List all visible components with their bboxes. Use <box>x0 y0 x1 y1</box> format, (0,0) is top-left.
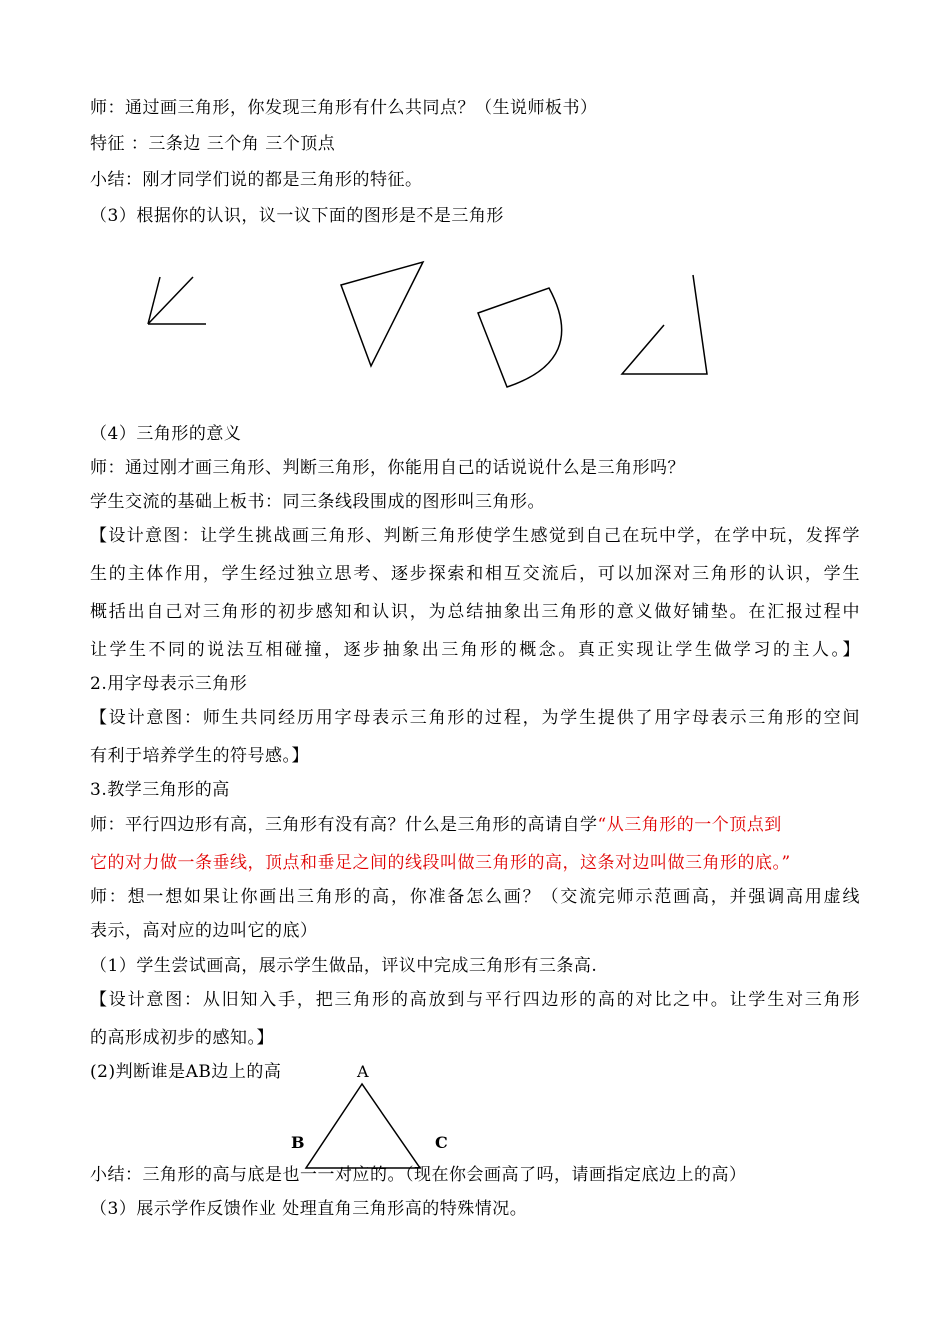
sector-figure <box>478 288 562 387</box>
section-heading: 3.教学三角形的高 <box>90 780 230 800</box>
design-intent-line: 【设计意图：从旧知入手，把三角形的高放到与平行四边形的高的对比之中。让学生对三角形 <box>90 990 860 1010</box>
text-line: (2)判断谁是AB边上的高 <box>90 1062 282 1082</box>
text-line: 师：通过刚才画三角形、判断三角形，你能用自己的话说说什么是三角形吗？ <box>90 458 685 478</box>
design-intent-line: 概括出自己对三角形的初步感知和认识，为总结抽象出三角形的意义做好铺垫。在汇报过程中 <box>90 602 860 622</box>
text-line: （3）展示学作反馈作业 处理直角三角形高的特殊情况。 <box>90 1199 528 1219</box>
text-segment: 师：平行四边形有高，三角形有没有高？什么是三角形的高请自学 <box>90 815 598 835</box>
text-line: 学生交流的基础上板书：同三条线段围成的图形叫三角形。 <box>90 492 545 512</box>
text-line: （4）三角形的意义 <box>90 424 242 444</box>
text-line: 表示，高对应的边叫它的底） <box>90 921 318 941</box>
text-line: 小结：刚才同学们说的都是三角形的特征。 <box>90 170 423 190</box>
triangle-abc <box>306 1084 420 1168</box>
vertex-label-c: C <box>435 1133 448 1152</box>
text-line: 小结：三角形的高与底是也一一对应的。（现在你会画高了吗，请画指定底边上的高） <box>90 1165 747 1185</box>
vertex-label-b: B <box>291 1133 305 1152</box>
design-intent-line: 的高形成初步的感知。】 <box>90 1028 274 1048</box>
design-intent-line: 有利于培养学生的符号感。】 <box>90 746 309 766</box>
text-line: 特征 ：三条边 三个角 三个顶点 <box>90 134 336 154</box>
open-figure <box>622 275 707 374</box>
open-angle-figure <box>148 277 206 324</box>
text-line: 师：想一想如果让你画出三角形的高，你准备怎么画？（交流完师示范画高，并强调高用虚线 <box>90 887 860 907</box>
section-heading: 2.用字母表示三角形 <box>90 674 248 694</box>
vertex-label-a: A <box>357 1062 369 1081</box>
highlighted-definition: 它的对力做一条垂线，顶点和垂足之间的线段叫做三角形的高，这条对边叫做三角形的底。” <box>90 853 791 873</box>
design-intent-line: 【设计意图：让学生挑战画三角形、判断三角形使学生感觉到自己在玩中学，在学中玩，发挥学 <box>90 526 860 546</box>
text-line: （1）学生尝试画高，展示学生做品，评议中完成三角形有三条高. <box>90 956 598 976</box>
design-intent-line: 【设计意图：师生共同经历用字母表示三角形的过程，为学生提供了用字母表示三角形的空间 <box>90 708 860 728</box>
highlighted-definition: “从三角形的一个顶点到 <box>597 815 782 835</box>
design-intent-line: 让学生不同的说法互相碰撞，逐步抽象出三角形的概念。真正实现让学生做学习的主人。】 <box>90 640 860 660</box>
design-intent-line: 生的主体作用，学生经过独立思考、逐步探索和相互交流后，可以加深对三角形的认识，学生 <box>90 564 860 584</box>
triangle-figure <box>341 262 423 366</box>
text-line: 师：通过画三角形，你发现三角形有什么共同点？（生说师板书） <box>90 98 598 118</box>
text-line: （3）根据你的认识，议一议下面的图形是不是三角形 <box>90 206 504 226</box>
